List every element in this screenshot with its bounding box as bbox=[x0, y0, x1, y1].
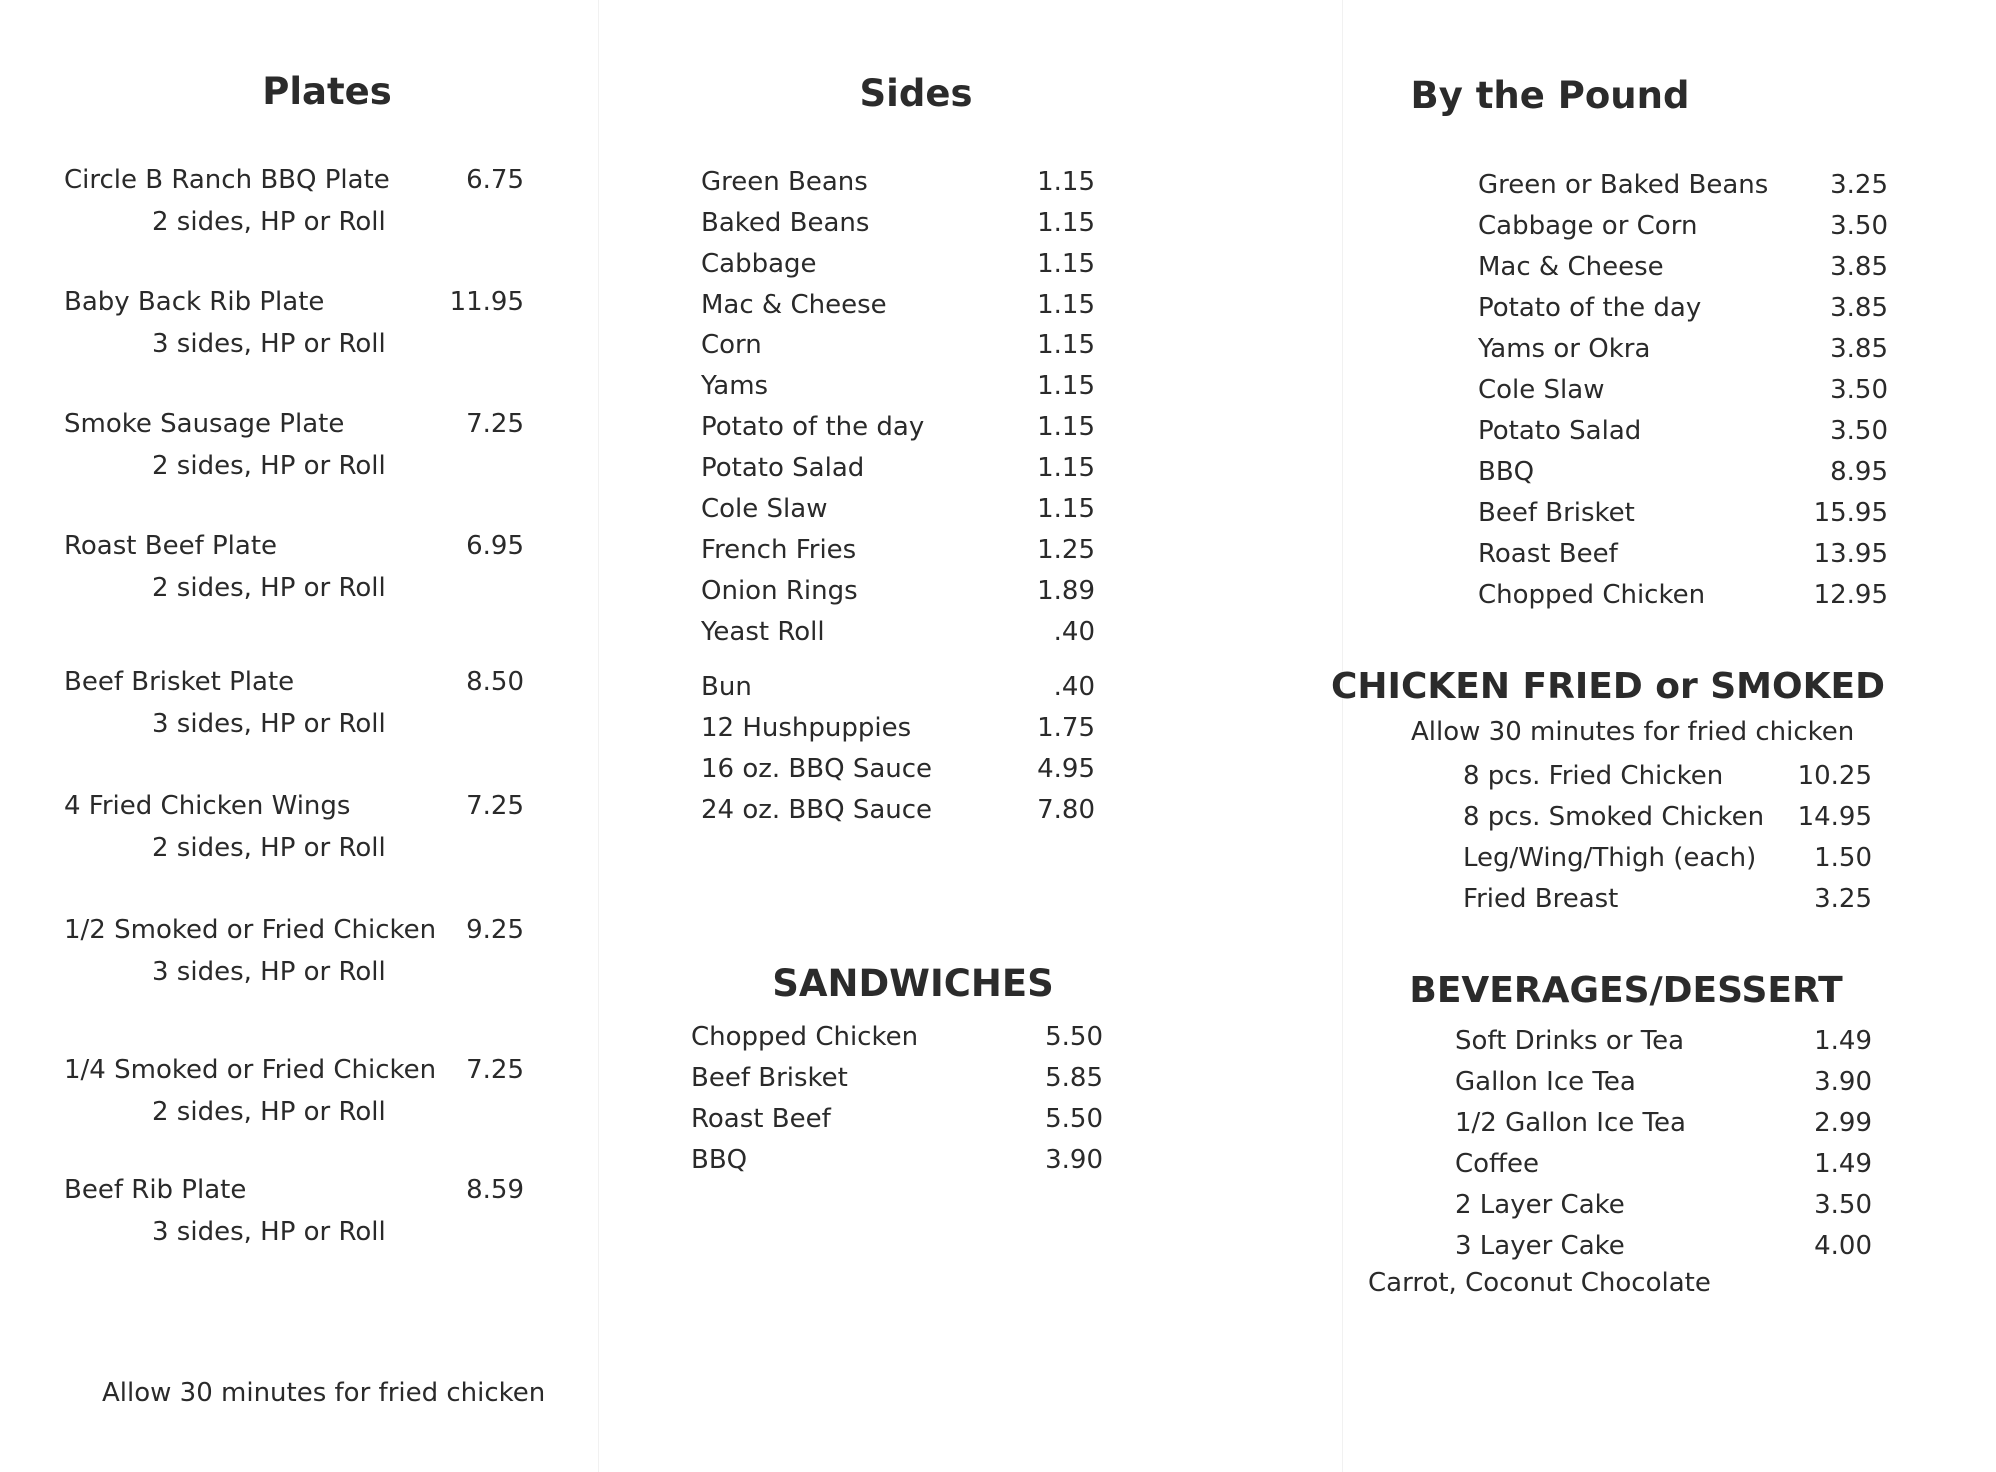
item-price: 1.89 bbox=[1037, 576, 1095, 606]
item-price: 1.50 bbox=[1814, 843, 1872, 873]
beverage-item bbox=[0, 1185, 1996, 1226]
item-price: 6.75 bbox=[466, 165, 524, 195]
pound-item bbox=[0, 411, 1996, 452]
item-name: Green Beans bbox=[701, 167, 868, 197]
item-name: 2 sides, HP or Roll bbox=[152, 573, 386, 603]
item-price: 1.15 bbox=[1037, 167, 1095, 197]
item-price: 8.59 bbox=[466, 1175, 524, 1205]
item-name: 1/2 Gallon Ice Tea bbox=[1455, 1108, 1686, 1138]
item-name: 1/4 Smoked or Fried Chicken bbox=[64, 1055, 437, 1085]
item-name: 2 sides, HP or Roll bbox=[152, 833, 386, 863]
item-price: 1.15 bbox=[1037, 290, 1095, 320]
item-price: 3.50 bbox=[1830, 416, 1888, 446]
item-name: 2 sides, HP or Roll bbox=[152, 207, 386, 237]
item-name: Potato Salad bbox=[701, 453, 865, 483]
item-price: 3.25 bbox=[1830, 170, 1888, 200]
item-name: BBQ bbox=[1478, 457, 1535, 487]
item-price: 8.95 bbox=[1830, 457, 1888, 487]
item-price: 1.15 bbox=[1037, 208, 1095, 238]
item-price: 3.85 bbox=[1830, 252, 1888, 282]
item-price: 1.15 bbox=[1037, 371, 1095, 401]
item-price: 7.25 bbox=[466, 409, 524, 439]
item-name: 3 sides, HP or Roll bbox=[152, 1217, 386, 1247]
item-price: 1.49 bbox=[1814, 1026, 1872, 1056]
item-price: 5.85 bbox=[1045, 1063, 1103, 1093]
item-name: 8 pcs. Fried Chicken bbox=[1463, 761, 1724, 791]
item-name: 4 Fried Chicken Wings bbox=[64, 791, 351, 821]
item-name: Chopped Chicken bbox=[1478, 580, 1706, 610]
item-price: 1.75 bbox=[1037, 713, 1095, 743]
item-price: 3.25 bbox=[1814, 884, 1872, 914]
item-name: Beef Brisket bbox=[691, 1063, 848, 1093]
item-price: 1.15 bbox=[1037, 494, 1095, 524]
pound-item bbox=[0, 165, 1996, 206]
item-price: 7.80 bbox=[1037, 795, 1095, 825]
item-price: 5.50 bbox=[1045, 1104, 1103, 1134]
item-name: Mac & Cheese bbox=[701, 290, 887, 320]
item-price: 9.25 bbox=[466, 915, 524, 945]
item-name: Beef Rib Plate bbox=[64, 1175, 247, 1205]
plates-note: Allow 30 minutes for fried chicken bbox=[102, 1378, 546, 1408]
plate-detail bbox=[0, 952, 598, 993]
beverages-title: BEVERAGES/DESSERT bbox=[1409, 970, 1843, 1011]
item-price: 3.90 bbox=[1814, 1067, 1872, 1097]
item-name: Beef Brisket bbox=[1478, 498, 1635, 528]
sides-title: Sides bbox=[859, 72, 973, 115]
item-name: 2 sides, HP or Roll bbox=[152, 451, 386, 481]
item-price: 7.25 bbox=[466, 1055, 524, 1085]
pound-item bbox=[0, 534, 1996, 575]
item-name: 2 Layer Cake bbox=[1455, 1190, 1625, 1220]
item-price: 3.50 bbox=[1830, 211, 1888, 241]
plates-title: Plates bbox=[262, 70, 392, 113]
item-name: Roast Beef Plate bbox=[64, 531, 278, 561]
item-name: Coffee bbox=[1455, 1149, 1539, 1179]
item-name: 3 sides, HP or Roll bbox=[152, 709, 386, 739]
item-price: 7.25 bbox=[466, 791, 524, 821]
item-name: Beef Brisket Plate bbox=[64, 667, 295, 697]
item-name: Potato Salad bbox=[1478, 416, 1642, 446]
item-name: Roast Beef bbox=[1478, 539, 1618, 569]
item-price: 1.15 bbox=[1037, 330, 1095, 360]
item-name: Yams bbox=[701, 371, 769, 401]
item-name: Soft Drinks or Tea bbox=[1455, 1026, 1685, 1056]
item-price: 10.25 bbox=[1797, 761, 1872, 791]
pound-item bbox=[0, 452, 1996, 493]
item-name: 3 sides, HP or Roll bbox=[152, 957, 386, 987]
item-name: Fried Breast bbox=[1463, 884, 1619, 914]
item-price: 3.85 bbox=[1830, 334, 1888, 364]
item-price: 14.95 bbox=[1797, 802, 1872, 832]
chicken-item bbox=[0, 879, 1996, 920]
item-name: Roast Beef bbox=[691, 1104, 831, 1134]
item-name: Cabbage bbox=[701, 249, 817, 279]
side-item bbox=[0, 612, 1342, 653]
item-name: Smoke Sausage Plate bbox=[64, 409, 345, 439]
item-name: 3 Layer Cake bbox=[1455, 1231, 1625, 1261]
pound-item bbox=[0, 247, 1996, 288]
item-price: 3.50 bbox=[1830, 375, 1888, 405]
item-price: 3.85 bbox=[1830, 293, 1888, 323]
chicken-note: Allow 30 minutes for fried chicken bbox=[1411, 717, 1855, 747]
item-price: 6.95 bbox=[466, 531, 524, 561]
item-name: Baby Back Rib Plate bbox=[64, 287, 325, 317]
pound-item bbox=[0, 329, 1996, 370]
item-name: French Fries bbox=[701, 535, 857, 565]
item-price: 1.15 bbox=[1037, 453, 1095, 483]
beverage-item bbox=[0, 1103, 1996, 1144]
side-item bbox=[0, 708, 1342, 749]
beverages-note: Carrot, Coconut Chocolate bbox=[1368, 1268, 1711, 1298]
pound-item bbox=[0, 493, 1996, 534]
item-name: Leg/Wing/Thigh (each) bbox=[1463, 843, 1757, 873]
item-name: BBQ bbox=[691, 1145, 748, 1175]
pound-item bbox=[0, 575, 1996, 616]
item-price: 1.15 bbox=[1037, 249, 1095, 279]
pound-item bbox=[0, 206, 1996, 247]
item-price: 1.25 bbox=[1037, 535, 1095, 565]
item-name: 24 oz. BBQ Sauce bbox=[701, 795, 933, 825]
item-name: Bun bbox=[701, 672, 752, 702]
item-name: Yeast Roll bbox=[701, 617, 825, 647]
item-price: 2.99 bbox=[1814, 1108, 1872, 1138]
item-price: 1.15 bbox=[1037, 412, 1095, 442]
pound-item bbox=[0, 288, 1996, 329]
item-name: Circle B Ranch BBQ Plate bbox=[64, 165, 390, 195]
beverage-item bbox=[0, 1021, 1996, 1062]
item-name: Potato of the day bbox=[701, 412, 925, 442]
item-price: 4.00 bbox=[1814, 1231, 1872, 1261]
item-name: Baked Beans bbox=[701, 208, 870, 238]
item-name: Cole Slaw bbox=[701, 494, 828, 524]
item-price: .40 bbox=[1053, 617, 1095, 647]
beverage-item bbox=[0, 1062, 1996, 1103]
item-name: Corn bbox=[701, 330, 762, 360]
item-price: 8.50 bbox=[466, 667, 524, 697]
item-price: 3.90 bbox=[1045, 1145, 1103, 1175]
item-price: 12.95 bbox=[1813, 580, 1888, 610]
item-name: Onion Rings bbox=[701, 576, 858, 606]
item-name: 1/2 Smoked or Fried Chicken bbox=[64, 915, 437, 945]
item-name: 12 Hushpuppies bbox=[701, 713, 912, 743]
chicken-item bbox=[0, 756, 1996, 797]
item-price: 3.50 bbox=[1814, 1190, 1872, 1220]
item-name: 3 sides, HP or Roll bbox=[152, 329, 386, 359]
by-the-pound-title: By the Pound bbox=[1410, 74, 1690, 117]
item-price: 11.95 bbox=[449, 287, 524, 317]
item-price: 5.50 bbox=[1045, 1022, 1103, 1052]
item-name: Yams or Okra bbox=[1478, 334, 1651, 364]
item-name: Cabbage or Corn bbox=[1478, 211, 1698, 241]
sandwiches-title: SANDWICHES bbox=[772, 962, 1054, 1005]
item-name: Potato of the day bbox=[1478, 293, 1702, 323]
item-price: 4.95 bbox=[1037, 754, 1095, 784]
item-price: .40 bbox=[1053, 672, 1095, 702]
item-name: 2 sides, HP or Roll bbox=[152, 1097, 386, 1127]
item-name: Gallon Ice Tea bbox=[1455, 1067, 1636, 1097]
item-name: Cole Slaw bbox=[1478, 375, 1605, 405]
item-price: 15.95 bbox=[1813, 498, 1888, 528]
chicken-item bbox=[0, 838, 1996, 879]
beverage-item bbox=[0, 1144, 1996, 1185]
chicken-title: CHICKEN FRIED or SMOKED bbox=[1331, 666, 1885, 707]
side-item bbox=[0, 667, 1342, 708]
item-name: 8 pcs. Smoked Chicken bbox=[1463, 802, 1765, 832]
item-price: 13.95 bbox=[1813, 539, 1888, 569]
item-name: Green or Baked Beans bbox=[1478, 170, 1769, 200]
beverage-item bbox=[0, 1226, 1996, 1267]
item-name: Chopped Chicken bbox=[691, 1022, 919, 1052]
item-name: Mac & Cheese bbox=[1478, 252, 1664, 282]
item-name: 16 oz. BBQ Sauce bbox=[701, 754, 933, 784]
pound-item bbox=[0, 370, 1996, 411]
chicken-item bbox=[0, 797, 1996, 838]
item-price: 1.49 bbox=[1814, 1149, 1872, 1179]
